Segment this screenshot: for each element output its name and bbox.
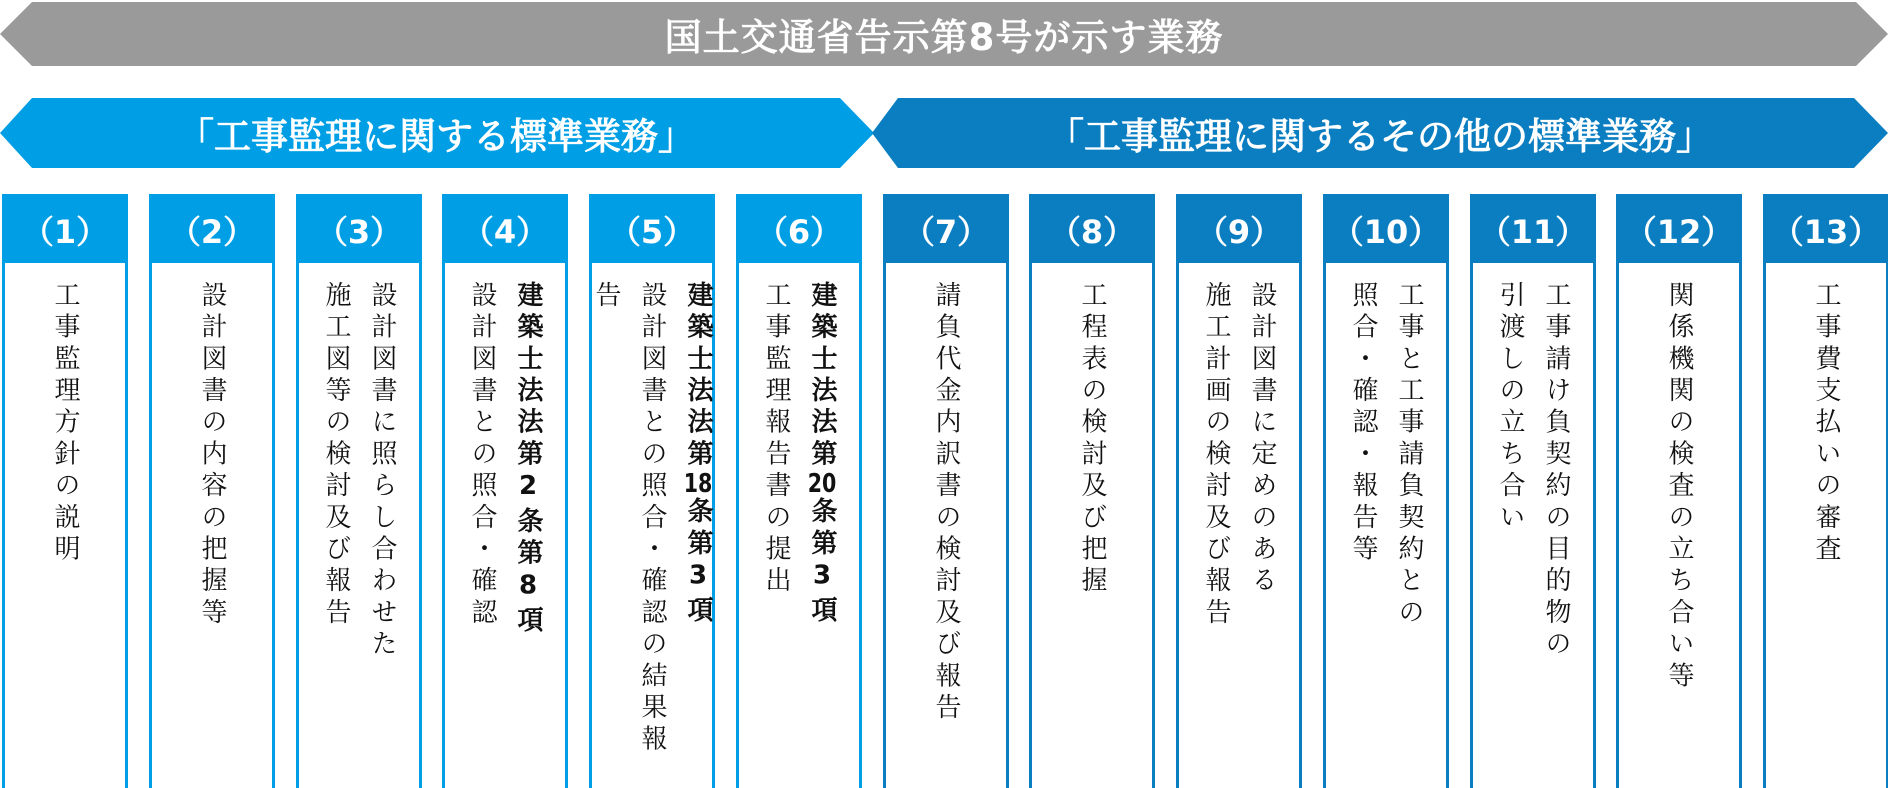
item-number: （7）: [886, 197, 1006, 263]
item-text-line: 設計図書の内容の把握等: [197, 281, 227, 630]
item-number: （4）: [445, 197, 565, 263]
item-number: （10）: [1326, 197, 1446, 263]
section-left-title: 「工事監理に関する標準業務」: [177, 115, 695, 158]
item-number: （5）: [592, 197, 712, 263]
item-column: [736, 194, 862, 788]
item-description: [592, 263, 712, 788]
item-text-line: 引渡しの立ち合い: [1495, 281, 1525, 535]
item-column: [2, 194, 128, 788]
item-description: [1619, 263, 1739, 788]
item-text-line: 施工計画の検討及び報告: [1201, 281, 1231, 630]
item-description: [886, 263, 1006, 788]
item-column: [296, 194, 422, 788]
item-law-reference: 建築士法法第20条第3項: [807, 281, 837, 629]
item-description: [152, 263, 272, 788]
item-text-line: 設計図書との照合・確認の結果報告: [591, 281, 667, 757]
item-text-line: 工事監理方針の説明: [50, 281, 80, 567]
item-column: [1763, 194, 1888, 788]
item-description: [1179, 263, 1299, 788]
item-description: [299, 263, 419, 788]
item-description: [739, 263, 859, 788]
item-column: [1616, 194, 1742, 788]
item-text-line: 設計図書との照合・確認: [467, 281, 497, 630]
item-description: [445, 263, 565, 788]
item-number: （1）: [5, 197, 125, 263]
section-right-title: 「工事監理に関するその他の標準業務」: [1047, 115, 1713, 158]
item-number: （13）: [1766, 197, 1886, 263]
item-text-line: 工事監理報告書の提出: [761, 281, 791, 598]
item-description: [1326, 263, 1446, 788]
item-text-line: 施工図等の検討及び報告: [321, 281, 351, 630]
item-number: （6）: [739, 197, 859, 263]
item-law-reference: 建築士法法第18条第3項: [683, 281, 713, 629]
item-description: [1766, 263, 1886, 788]
item-law-reference: 建築士法法第2条第8項: [513, 281, 543, 638]
item-column: [442, 194, 568, 788]
item-description: [1473, 263, 1593, 788]
item-text-line: 関係機関の検査の立ち合い等: [1664, 281, 1694, 694]
item-text-line: 設計図書に照らし合わせた: [367, 281, 397, 662]
item-number: （3）: [299, 197, 419, 263]
item-column: [883, 194, 1009, 788]
item-text-line: 工事請け負契約の目的物の: [1541, 281, 1571, 662]
item-description: [5, 263, 125, 788]
item-number: （2）: [152, 197, 272, 263]
top-banner-title: 国土交通省告示第8号が示す業務: [664, 16, 1224, 59]
item-column: [1176, 194, 1302, 788]
item-column: [149, 194, 275, 788]
item-text-line: 照合・確認・報告等: [1348, 281, 1378, 567]
item-number: （8）: [1032, 197, 1152, 263]
item-number: （9）: [1179, 197, 1299, 263]
item-text-line: 設計図書に定めのある: [1247, 281, 1277, 598]
item-column: [589, 194, 715, 788]
item-text-line: 工事と工事請負契約との: [1394, 281, 1424, 630]
item-column: [1323, 194, 1449, 788]
item-number: （11）: [1473, 197, 1593, 263]
item-column: [1470, 194, 1596, 788]
item-text-line: 工程表の検討及び把握: [1077, 281, 1107, 598]
item-column: [1029, 194, 1155, 788]
item-text-line: 請負代金内訳書の検討及び報告: [931, 281, 961, 725]
item-number: （12）: [1619, 197, 1739, 263]
item-text-line: 工事費支払いの審査: [1811, 281, 1841, 567]
item-description: [1032, 263, 1152, 788]
